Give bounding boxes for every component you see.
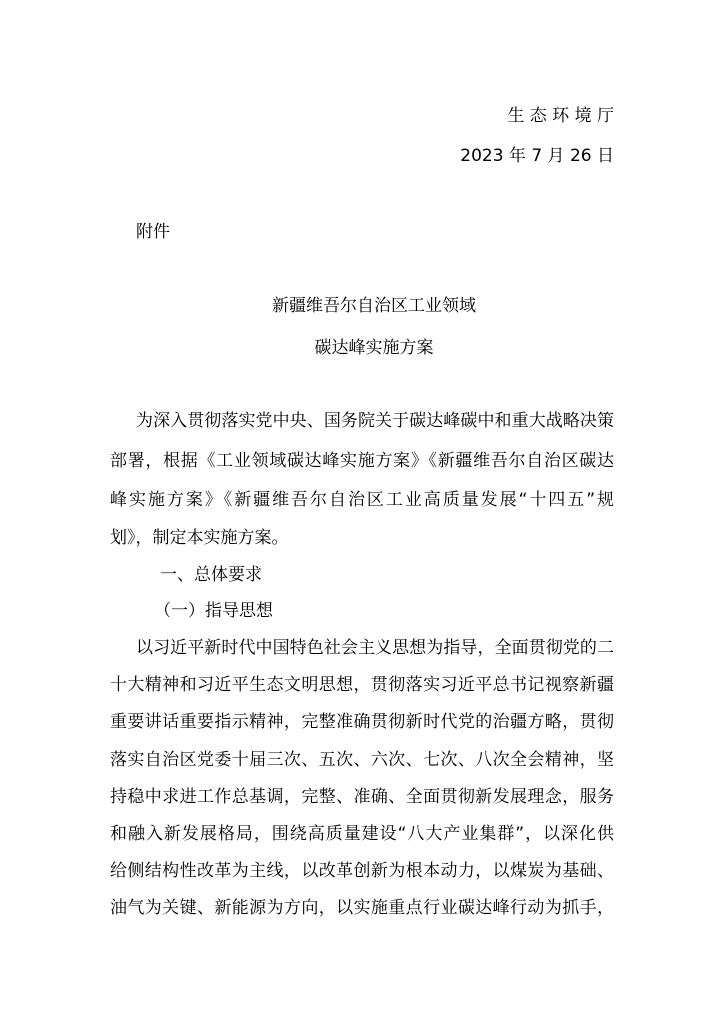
- guideline-line: 落实自治区党委十届三次、五次、六次、七次、八次全会精神，坚: [110, 750, 614, 770]
- document-title-line2: 碳达峰实施方案: [314, 338, 434, 358]
- issuer-name: 生 态 环 境 厅: [507, 106, 614, 126]
- issue-date: 2023 年 7 月 26 日: [460, 146, 614, 166]
- guideline-line: 以习近平新时代中国特色社会主义思想为指导，全面贯彻党的二: [136, 638, 614, 658]
- section-subheading: （一）指导思想: [154, 601, 273, 621]
- guideline-line: 和融入新发展格局，围绕高质量建设“八大产业集群”，以深化供: [110, 824, 614, 844]
- intro-line: 峰实施方案》《新疆维吾尔自治区工业高质量发展“十四五”规: [110, 490, 614, 510]
- intro-line: 部署，根据《工业领域碳达峰实施方案》《新疆维吾尔自治区碳达: [110, 451, 614, 471]
- guideline-line: 给侧结构性改革为主线，以改革创新为根本动力，以煤炭为基础、: [110, 861, 614, 881]
- guideline-line: 十大精神和习近平生态文明思想，贯彻落实习近平总书记视察新疆: [110, 675, 614, 695]
- guideline-line: 油气为关键、新能源为方向，以实施重点行业碳达峰行动为抓手，: [110, 898, 614, 918]
- guideline-line: 重要讲话重要指示精神，完整准确贯彻新时代党的治疆方略，贯彻: [110, 712, 614, 732]
- section-heading: 一、总体要求: [160, 565, 262, 585]
- document-title-line1: 新疆维吾尔自治区工业领域: [272, 296, 476, 316]
- intro-line: 划》，制定本实施方案。: [110, 528, 289, 548]
- attachment-label: 附件: [136, 222, 170, 242]
- guideline-line: 持稳中求进工作总基调，完整、准确、全面贯彻新发展理念，服务: [110, 787, 614, 807]
- intro-line: 为深入贯彻落实党中央、国务院关于碳达峰碳中和重大战略决策: [136, 411, 614, 431]
